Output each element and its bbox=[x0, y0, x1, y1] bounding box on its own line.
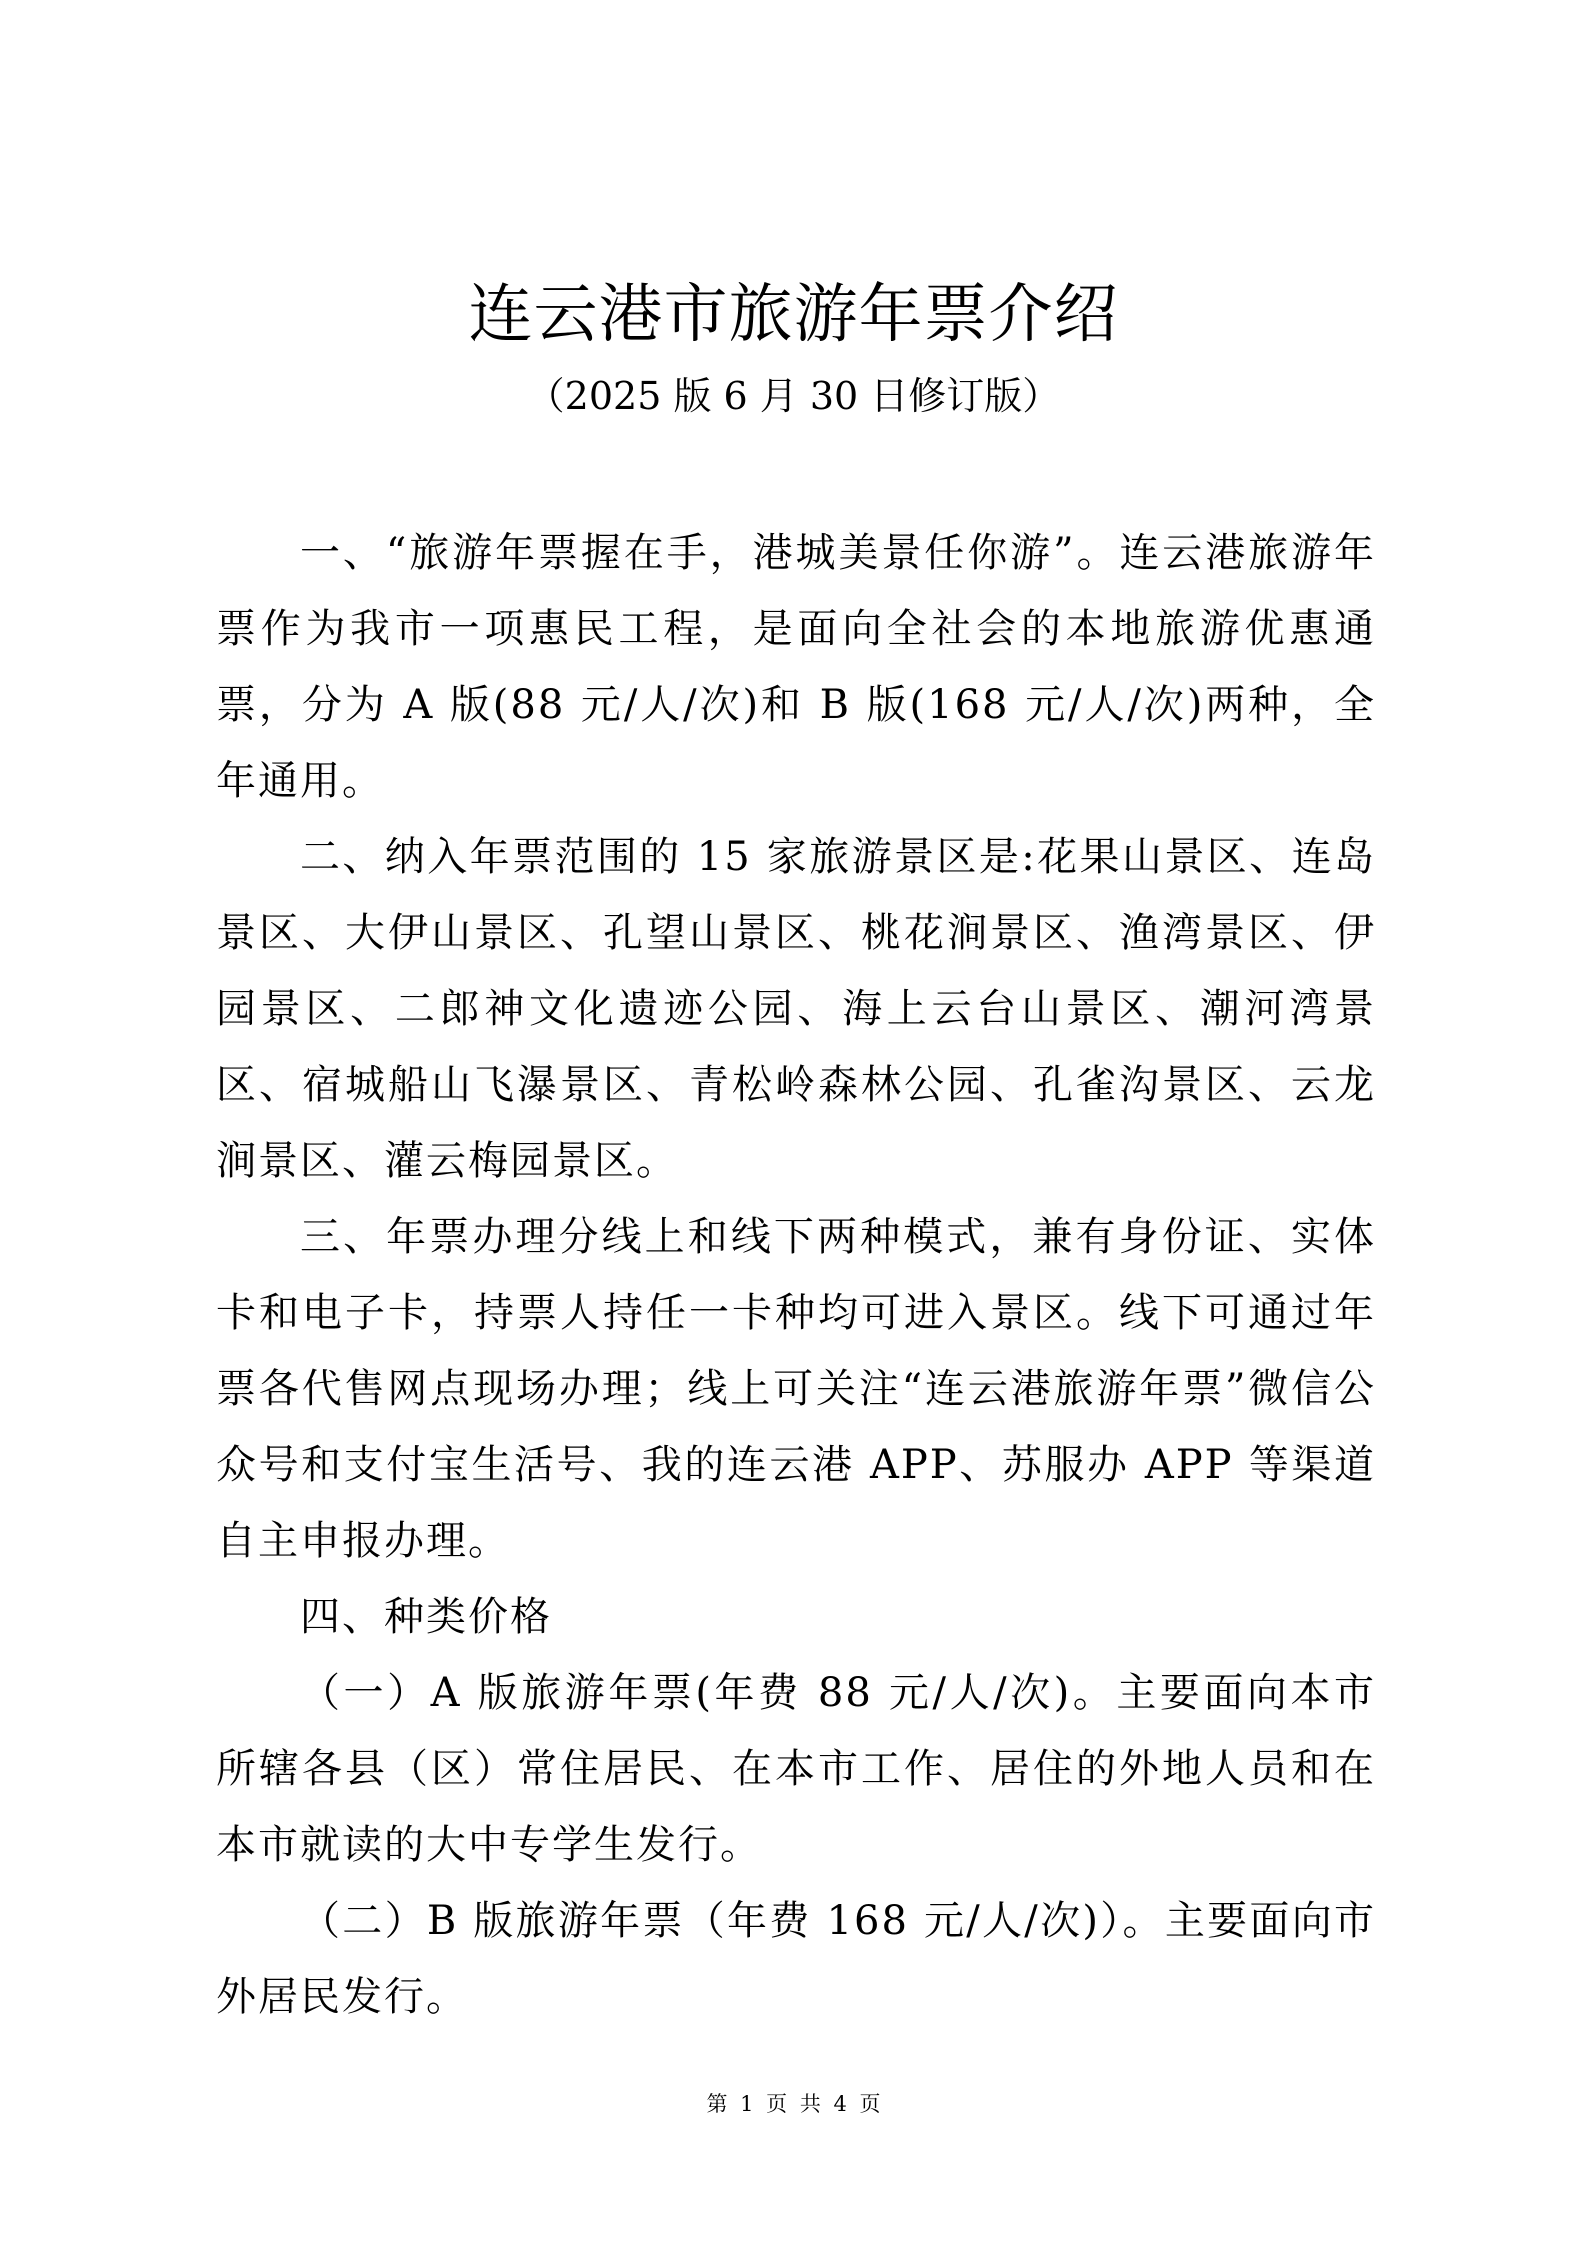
document-title: 连云港市旅游年票介绍 bbox=[468, 278, 1119, 352]
document-body bbox=[216, 515, 1376, 2035]
section-heading-types-prices: 四、种类价格 bbox=[300, 1594, 552, 1640]
paragraph-scenic-spots: 二、纳入年票范围的 15 家旅游景区是:花果山景区、连岛景区、大伊山景区、孔望山景区、桃花涧景区、渔湾景区、伊园景区、二郎神文化遗迹公园、海上云台山景区、潮河湾景区、宿城船山飞瀑景区、青松岭森林公园、孔雀沟景区、云龙涧景区、灌云梅园景区。 bbox=[216, 834, 1376, 1184]
document-subtitle: （2025 版 6 月 30 日修订版） bbox=[526, 374, 1061, 418]
paragraph-version-a: （一）A 版旅游年票(年费 88 元/人/次)。主要面向本市所辖各县（区）常住居民、在本市工作、居住的外地人员和在本市就读的大中专学生发行。 bbox=[216, 1670, 1376, 1868]
paragraph-version-b: （二）B 版旅游年票（年费 168 元/人/次)）。主要面向市外居民发行。 bbox=[216, 1898, 1376, 2020]
paragraph-application: 三、年票办理分线上和线下两种模式，兼有身份证、实体卡和电子卡，持票人持任一卡种均可进入景区。线下可通过年票各代售网点现场办理；线上可关注“连云港旅游年票”微信公众号和支付宝生活号、我的连云港 APP、苏服办 APP 等渠道自主申报办理。 bbox=[216, 1214, 1376, 1564]
paragraph-intro: 一、“旅游年票握在手，港城美景任你游”。连云港旅游年票作为我市一项惠民工程，是面向全社会的本地旅游优惠通票，分为 A 版(88 元/人/次)和 B 版(168 元/人/次)两种，全年通用。 bbox=[216, 530, 1376, 804]
page-number-footer: 第 1 页 共 4 页 bbox=[706, 2092, 881, 2116]
